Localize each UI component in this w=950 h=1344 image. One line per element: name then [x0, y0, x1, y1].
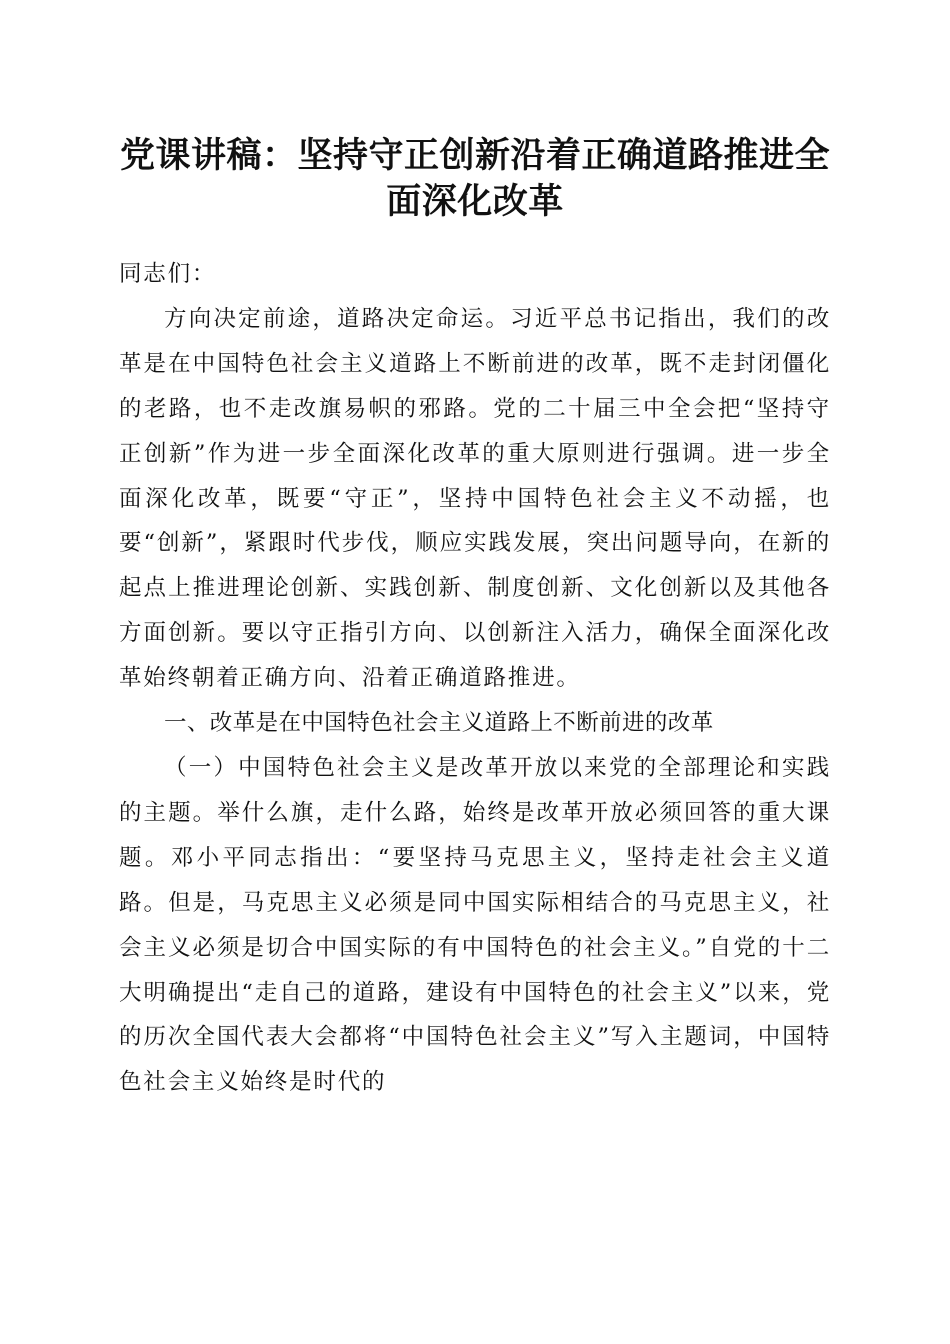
subsection-paragraph: （一）中国特色社会主义是改革开放以来党的全部理论和实践的主题。举什么旗，走什么路，始终是改革开放必须回答的重大课题。邓小平同志指出：“要坚持马克思主义，坚持走社会主义道路。但是，马克思主义必须是同中国实际相结合的马克思主义，社会主义必须是切合中国实际的有中国特色的社会主义。”自党的十二大明确提出“走自己的道路，建设有中国特色的社会主义”以来，党的历次全国代表大会都将“中国特色社会主义”写入主题词，中国特色社会主义始终是时代的 — [119, 754, 831, 1096]
intro-paragraph: 方向决定前途，道路决定命运。习近平总书记指出，我们的改革是在中国特色社会主义道路上不断前进的改革，既不走封闭僵化的老路，也不走改旗易帜的邪路。党的二十届三中全会把“坚持守正创新”作为进一步全面深化改革的重大原则进行强调。进一步全面深化改革，既要“守正”，坚持中国特色社会主义不动摇，也要“创新”，紧跟时代步伐，顺应实践发展，突出问题导向，在新的起点上推进理论创新、实践创新、制度创新、文化创新以及其他各方面创新。要以守正指引方向、以创新注入活力，确保全面深化改革始终朝着正确方向、沿着正确道路推进。 — [119, 305, 831, 692]
title-line-2: 面深化改革 — [386, 182, 564, 222]
section-heading: 一、改革是在中国特色社会主义道路上不断前进的改革 — [164, 710, 714, 737]
greeting: 同志们： — [119, 261, 217, 287]
title-line-1: 党课讲稿：坚持守正创新沿着正确道路推进全 — [119, 136, 830, 176]
document-title — [95, 133, 855, 225]
document-body — [119, 252, 831, 1105]
